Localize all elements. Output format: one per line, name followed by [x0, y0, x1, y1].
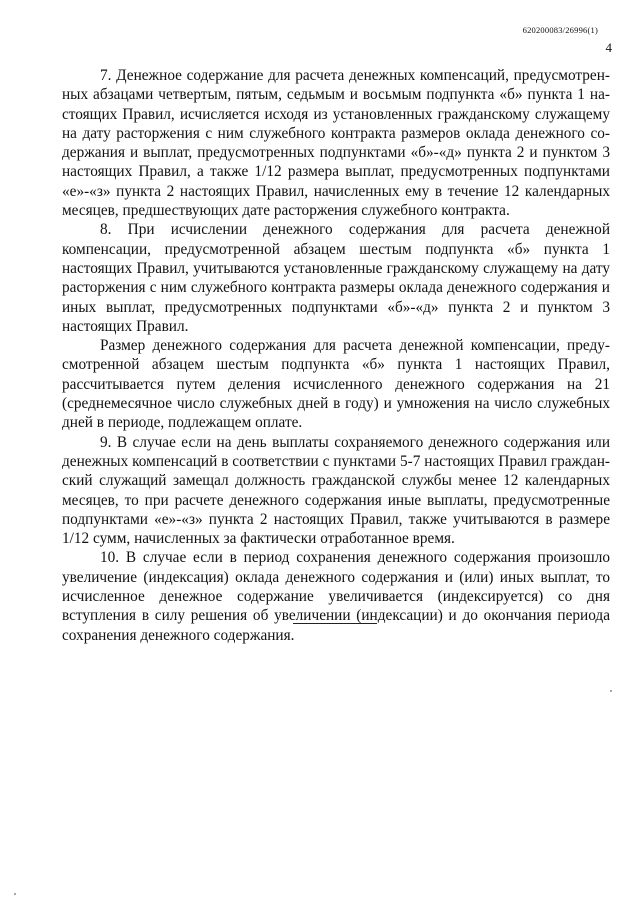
page-number: 4 — [605, 40, 612, 55]
scan-artifact-dot — [14, 893, 16, 895]
paragraph-9: 9. В случае если на день выплаты сохраняемого денежного содержания или денежных компенсаций в соответствии с пунктами 5-7 настоящих Правил гражданский служащий замещал должность гражданской службы менее 12 календарных месяцев, то при расчете денежного содержания иные выплаты, предусмотренные подпунктами «е»-«з» пункта 2 настоящих Правил, также учитываются в размере 1/12 сумм, начисленных за фактически отработанное время. — [62, 433, 610, 548]
paragraph-7: 7. Денежное содержание для расчета денежных компенсаций, предусмотренных абзацами четвертым, пятым, седьмым и восьмым подпункта «б» пункта 1 настоящих Правил, исчисляется исходя из установленных гражданскому служащему на дату расторжения с ним служебного контракта размеров оклада денежного содержания и выплат, предусмотренных подпунктами «б»-«д» пункта 2 и пунктом 3 настоящих Правил, а также 1/12 размера выплат, предусмотренных подпунктами «е»-«з» пункта 2 настоящих Правил, начисленных ему в течение 12 календарных месяцев, предшествующих дате расторжения служебного контракта. — [62, 67, 610, 220]
paragraph-8-continued: Размер денежного содержания для расчета денежной компенсации, предусмотренной абзацем шестым подпункта «б» пункта 1 настоящих Правил, рассчитывается путем деления исчисленного денежного содержания на 21 (среднемесячное число служебных дней в году) и умножения на число служебных дней в периоде, подлежащем оплате. — [62, 337, 610, 432]
document-body — [62, 66, 610, 645]
document-code: 620200083/26996(1) — [522, 25, 598, 35]
paragraph-10: 10. В случае если в период сохранения денежного содержания произошло увеличение (индексация) оклада денежного содержания и (или) иных выплат, то исчисленное денежное содержание увеличивается (индексируется) со дня вступления в силу решения об увеличении (индексации) и до окончания периода сохранения денежного содержания. — [62, 549, 610, 644]
paragraph-8: 8. При исчислении денежного содержания для расчета денежной компенсации, предусмотренной абзацем шестым подпункта «б» пункта 1 настоящих Правил, учитываются установленные гражданскому служащему на дату расторжения с ним служебного контракта размеры оклада денежного содержания и иных выплат, предусмотренных подпунктами «б»-«д» пункта 2 и пунктом 3 настоящих Правил. — [62, 221, 610, 335]
scan-artifact-dot — [610, 690, 612, 692]
closing-separator-line — [293, 623, 377, 624]
